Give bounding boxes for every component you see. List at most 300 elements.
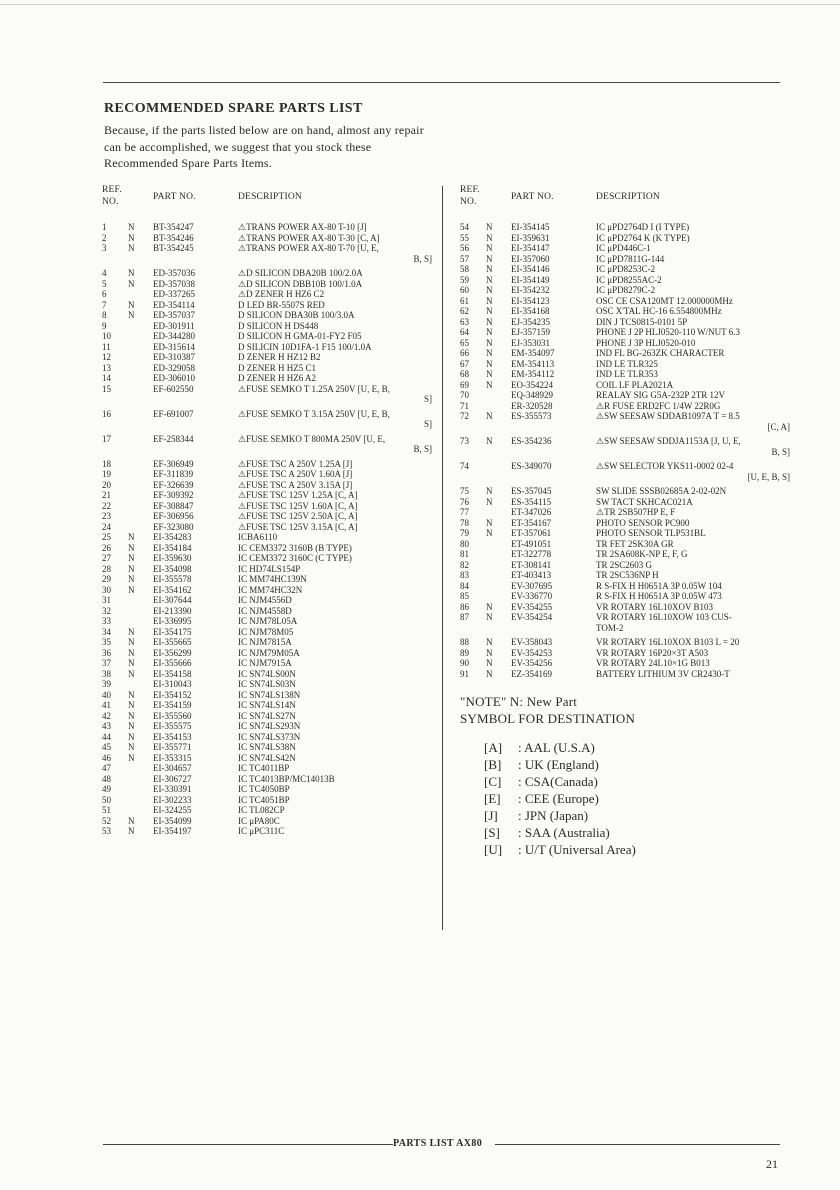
new-flag-cell: N [486,612,493,622]
new-flag-cell: N [486,327,493,337]
description-cell: ⚠D SILICON DBA20B 100/2.0A [238,268,363,278]
symbol-title: SYMBOL FOR DESTINATION [460,711,636,726]
part-no-cell: ER-320528 [511,400,553,411]
ref-no-header [460,184,480,208]
new-flag-cell: N [128,815,135,826]
part-no-cell: EJ-353031 [511,337,550,348]
part-no-cell: EI-354099 [153,815,192,826]
table-row [460,390,790,401]
ref-cell: 29 [102,574,111,584]
description-cell: IC μPD8253C-2 [596,264,656,274]
table-row [460,243,790,254]
description-cell: IC SN74LS38N [238,742,296,752]
table-row [102,501,432,512]
destination-code: [U] [484,842,503,857]
description-cell: IC NJM7915A [238,658,292,668]
table-body-left [102,222,432,837]
description-cell: IC NJM79M05A [238,647,300,658]
ref-cell: 84 [460,580,469,591]
part-no-cell: EI-354283 [153,532,192,542]
table-row [102,805,432,816]
part-no-cell: EV-307695 [511,580,553,591]
new-flag-cell: N [128,299,135,310]
ref-cell: 26 [102,542,111,553]
part-no-cell: EI-354232 [511,285,550,295]
ref-no-header [102,184,122,208]
new-flag-cell: N [128,574,135,584]
part-no-cell: EV-354254 [511,612,553,622]
description-cell: IC μPA80C [238,815,280,826]
part-no-cell: EI-355575 [153,721,192,731]
ref-cell: 15 [102,383,111,394]
ref-header-label: REF. [460,185,480,195]
description-cell: COIL LF PLA2021A [596,379,674,390]
table-row [102,679,432,690]
ref-cell: 19 [102,469,111,479]
ref-cell: 23 [102,511,111,521]
description-cell: IND LE TLR353 [596,369,658,379]
table-row [460,285,790,296]
table-row [102,711,432,722]
part-no-cell: EI-306727 [153,773,192,784]
part-no-cell: EV-336770 [511,591,553,601]
table-row [102,268,432,279]
ref-cell: 24 [102,521,111,532]
description-cell: ⚠FUSE SEMKO T 800MA 250V [U, E, [238,433,386,444]
part-no-cell: EI-336995 [153,616,192,626]
description-cell: IC μPD2764D I (I TYPE) [596,222,690,232]
part-no-cell: ED-301911 [153,320,195,331]
table-row [102,564,432,575]
part-no-cell: EM-354112 [511,369,555,379]
new-flag-cell: N [486,528,493,538]
description-continuation: B, S] [413,253,432,264]
part-no-cell: EF-311839 [153,469,194,479]
description-cell: R S-FIX H H0651A 3P 0.05W 104 [596,580,722,591]
table-row [460,528,790,539]
new-flag-cell: N [486,232,493,243]
part-no-cell: EF-258344 [153,433,194,444]
table-row [460,591,790,602]
ref-cell: 66 [460,348,469,358]
ref-cell: 62 [460,306,469,316]
footer-rule-right [495,1144,780,1145]
table-row [102,522,432,533]
ref-cell: 80 [460,538,469,549]
new-flag-cell: N [486,222,493,232]
description-cell: IC SN74LS00N [238,668,296,679]
ref-cell: 61 [460,295,469,306]
ref-cell: 41 [102,700,111,710]
part-no-cell: EI-354158 [153,668,192,679]
new-flag-cell: N [486,601,493,612]
ref-cell: 58 [460,264,469,274]
description-cell: ⚠FUSE TSC A 250V 3.15A [J] [238,479,353,490]
table-row [460,401,790,412]
new-flag-cell: N [128,222,135,232]
description-cell: ⚠FUSE TSC 125V 1.60A [C, A] [238,500,358,511]
destination-name: : UK (England) [518,757,599,772]
table-row [460,380,790,391]
ref-cell: 2 [102,232,107,243]
ref-cell: 90 [460,658,469,668]
part-no-cell: ED-357037 [153,310,195,320]
destination-item [484,773,790,790]
table-row [102,690,432,701]
description-cell: ⚠FUSE TSC A 250V 1.25A [J] [238,458,353,469]
destination-item [484,824,790,841]
ref-cell: 20 [102,479,111,490]
ref-header-label: REF. [102,185,122,195]
description-cell: IC SN74LS293N [238,721,301,731]
description-cell: IC SN74LS42N [238,752,296,763]
description-cell: SW SLIDE SSSB02685A 2-02-02N [596,486,727,496]
top-edge-rule [0,4,840,5]
description-cell: IC μPD2764 K (K TYPE) [596,232,690,243]
new-flag-cell: N [128,752,135,763]
ref-cell: 50 [102,794,111,805]
ref-cell: 5 [102,278,107,289]
ref-cell: 10 [102,331,111,341]
ref-cell: 72 [460,411,469,421]
table-row [102,658,432,669]
part-no-header: PART NO. [511,192,554,202]
new-flag-cell: N [128,710,135,721]
ref-cell: 56 [460,243,469,253]
ref-cell: 86 [460,601,469,612]
destination-item [484,790,790,807]
new-flag-cell: N [486,496,493,507]
description-cell: ⚠TRANS POWER AX-80 T-10 [J] [238,222,367,232]
ref-cell: 34 [102,626,111,637]
ref-cell: 52 [102,815,111,826]
description-cell: IC μPD7811G-144 [596,253,665,264]
ref-cell: 1 [102,222,107,232]
table-row [102,700,432,711]
table-row [460,570,790,581]
description-cell: PHONE J 2P HLJ0520-110 W/NUT 6.3 [596,327,741,337]
new-flag-cell: N [128,563,135,574]
part-no-cell: EF-602550 [153,383,194,394]
part-no-cell: EI-213390 [153,605,192,616]
ref-cell: 78 [460,517,469,528]
part-no-cell: EI-355666 [153,658,192,668]
footer-title: PARTS LIST AX80 [393,1138,483,1149]
part-no-cell: EV-358043 [511,637,553,647]
part-no-cell: EM-354097 [511,348,555,358]
ref-cell: 51 [102,805,111,815]
destination-name: : U/T (Universal Area) [518,842,636,857]
table-row [102,511,432,522]
part-no-cell: ES-349070 [511,461,552,471]
part-no-cell: EJ-357159 [511,327,550,337]
destination-item [484,756,790,773]
ref-cell: 38 [102,668,111,679]
description-cell: D SILICON DBA30B 100/3.0A [238,310,355,320]
description-cell: IC TC4050BP [238,784,290,794]
table-row [460,602,790,613]
ref-cell: 43 [102,721,111,731]
table-row [102,637,432,648]
table-row [102,669,432,680]
ref-cell: 32 [102,605,111,616]
part-no-cell: EI-304657 [153,763,192,773]
table-row [102,826,432,837]
ref-cell: 21 [102,490,111,500]
description-cell: IC SN74LS138N [238,689,301,700]
table-row [102,243,432,264]
table-row [102,310,432,321]
table-row [460,612,790,633]
table-row [102,795,432,806]
new-flag-cell: N [128,553,135,563]
part-no-cell: BT-354246 [153,232,194,243]
ref-cell: 79 [460,528,469,538]
part-no-cell: EI-354162 [153,584,192,595]
ref-cell: 69 [460,379,469,390]
description-cell: IC μPD8255AC-2 [596,274,662,285]
table-row [460,306,790,317]
part-no-cell: EI-359631 [511,232,550,243]
table-row [102,373,432,384]
description-continuation: S] [423,394,432,404]
part-no-cell: EI-354175 [153,626,192,637]
description-continuation: B, S] [771,446,790,457]
table-row [460,581,790,592]
ref-cell: 82 [460,559,469,570]
ref-cell: 73 [460,436,469,446]
table-row [460,264,790,275]
new-flag-cell: N [128,278,135,289]
destination-name: : CEE (Europe) [518,791,599,806]
description-cell: PHOTO SENSOR PC900 [596,517,690,528]
part-no-cell: EF-326639 [153,479,194,490]
new-flag-cell: N [128,532,135,542]
no-header-label: NO. [102,197,119,207]
description-cell: TR FET 2SK30A GR [596,538,674,549]
description-cell: IC HD74LS154P [238,563,301,574]
description-continuation: S] [423,419,432,429]
ref-cell: 28 [102,563,111,574]
part-no-cell: EF-323080 [153,521,194,532]
description-cell: IC μPC311C [238,826,285,836]
ref-cell: 35 [102,637,111,647]
description-cell: IC NJM4556D [238,595,292,605]
ref-cell: 77 [460,507,469,517]
part-no-cell: ED-315614 [153,341,195,352]
parts-table-left [102,184,432,837]
part-no-cell: EI-355771 [153,742,192,752]
part-no-cell: ET-491051 [511,538,552,549]
part-no-cell: EI-354149 [511,274,550,285]
ref-cell: 48 [102,773,111,784]
part-no-cell: EI-356299 [153,647,192,658]
new-flag-cell: N [128,243,135,253]
ref-cell: 27 [102,553,111,563]
intro-paragraph: Because, if the parts listed below are on hand, almost any repair can be accomplished, we suggest that you stock these Recommended Spare Parts Items. [104,123,424,170]
new-flag-cell: N [128,637,135,647]
destination-code: [C] [484,774,502,789]
ref-cell: 36 [102,647,111,658]
ref-cell: 81 [460,549,469,559]
description-cell: IC TC4051BP [238,794,290,805]
ref-cell: 74 [460,461,469,471]
part-no-cell: EI-357060 [511,253,550,264]
new-flag-cell: N [128,731,135,742]
description-cell: ⚠TR 2SB507HP E, F [596,507,676,517]
ref-cell: 3 [102,243,107,253]
part-no-cell: ED-357036 [153,268,195,278]
description-cell: D SILICON H GMA-01-FY2 F05 [238,331,362,341]
new-flag-cell: N [486,243,493,253]
ref-cell: 46 [102,752,111,763]
page-title: RECOMMENDED SPARE PARTS LIST [104,101,363,116]
ref-cell: 45 [102,742,111,752]
header-rule [103,82,780,83]
ref-cell: 9 [102,320,107,331]
description-cell: PHONE J 3P HLJ0520-010 [596,337,696,348]
table-row [460,658,790,669]
destination-item [484,807,790,824]
new-flag-cell: N [486,264,493,274]
new-flag-cell: N [486,379,493,390]
description-cell: ICBA6110 [238,532,278,542]
table-row [460,296,790,307]
description-cell: IC NJM78M05 [238,626,294,637]
new-flag-cell: N [128,268,135,278]
ref-cell: 59 [460,274,469,285]
ref-cell: 40 [102,689,111,700]
new-flag-cell: N [486,306,493,316]
part-no-cell: ES-354236 [511,436,552,446]
ref-cell: 75 [460,486,469,496]
description-cell: IC CEM3372 3160B (B TYPE) [238,542,352,553]
part-no-cell: ED-344280 [153,331,195,341]
description-cell: TR 2SA608K-NP E, F, G [596,549,688,559]
part-no-cell: EI-354152 [153,689,192,700]
table-row [102,816,432,827]
new-flag-cell: N [128,584,135,595]
table-row [102,279,432,290]
description-cell: IC SN74LS27N [238,710,296,721]
new-flag-cell: N [486,647,493,658]
table-row [460,507,790,518]
ref-cell: 57 [460,253,469,264]
table-row [460,411,790,432]
table-row [460,497,790,508]
table-row [460,233,790,244]
part-no-cell: EI-354153 [153,731,192,742]
new-flag-cell: N [486,295,493,306]
ref-cell: 49 [102,784,111,794]
new-flag-cell: N [128,742,135,752]
ref-cell: 85 [460,591,469,601]
table-row [460,539,790,550]
part-no-cell: BT-354247 [153,222,194,232]
description-continuation: B, S] [413,444,432,454]
ref-cell: 6 [102,289,107,299]
table-row [102,342,432,353]
new-flag-cell: N [486,369,493,379]
ref-cell: 47 [102,763,111,773]
description-cell: ⚠D ZENER H HZ6 C2 [238,289,325,299]
part-no-cell: BT-354245 [153,243,194,253]
description-cell: DIN J TCS0815-0101 5P [596,316,688,327]
description-cell: R S-FIX H H0651A 3P 0.05W 473 [596,591,722,601]
description-cell: ⚠SW SELECTOR YKS11-0002 02-4 [596,461,734,471]
table-row [102,585,432,596]
table-row [102,753,432,764]
destination-code: [E] [484,791,501,806]
description-cell: D ZENER H HZ6 A2 [238,373,316,383]
table-row [102,434,432,455]
part-no-cell: EV-354256 [511,658,553,668]
part-no-cell: EI-330391 [153,784,192,794]
new-flag-cell: N [128,721,135,731]
table-row [102,480,432,491]
part-no-cell: EI-310043 [153,679,192,689]
description-continuation: [C, A] [767,421,790,432]
new-part-note: "NOTE" N: New Part [460,694,578,709]
description-cell: IC CEM3372 3160C (C TYPE) [238,553,352,563]
destination-code: [A] [484,740,503,755]
description-cell: D ZENER H HZ12 B2 [238,352,321,362]
part-no-cell: EI-354147 [511,243,550,253]
description-cell: VR ROTARY 16L10XOW 103 CUS- [596,612,732,622]
description-header: DESCRIPTION [596,192,660,202]
table-row [460,486,790,497]
table-row [102,222,432,233]
table-row [102,469,432,480]
table-row [460,222,790,233]
description-cell: D LED BR-5507S RED [238,299,325,310]
description-cell: IC NJM7815A [238,637,292,647]
table-row [102,409,432,430]
table-row [460,369,790,380]
ref-cell: 87 [460,612,469,622]
destination-code: [J] [484,808,498,823]
description-cell: ⚠FUSE SEMKO T 1.25A 250V [U, E, B, [238,383,390,394]
description-cell: IC SN74LS03N [238,679,296,689]
new-flag-cell: N [486,337,493,348]
table-row [102,606,432,617]
parts-table-right [460,184,790,858]
destination-item [484,841,790,858]
description-cell: IC MM74HC139N [238,574,307,584]
table-row [102,490,432,501]
part-no-cell: EI-355665 [153,637,192,647]
ref-cell: 37 [102,658,111,668]
footer-rule-left [103,1144,393,1145]
table-row [102,627,432,638]
new-flag-cell: N [486,348,493,358]
no-header-label: NO. [460,197,477,207]
table-row [102,300,432,311]
description-cell: IC SN74LS14N [238,700,296,710]
table-row [102,784,432,795]
description-cell: D ZENER H HZ5 C1 [238,362,316,373]
table-row [102,532,432,543]
new-flag-cell: N [486,517,493,528]
table-row [460,648,790,659]
ref-cell: 71 [460,400,469,411]
description-cell: D SILICON H DS448 [238,320,319,331]
table-row [460,338,790,349]
destination-name: : SAA (Australia) [518,825,610,840]
ref-cell: 18 [102,458,111,469]
new-flag-cell: N [128,658,135,668]
part-no-cell: EV-354253 [511,647,553,658]
